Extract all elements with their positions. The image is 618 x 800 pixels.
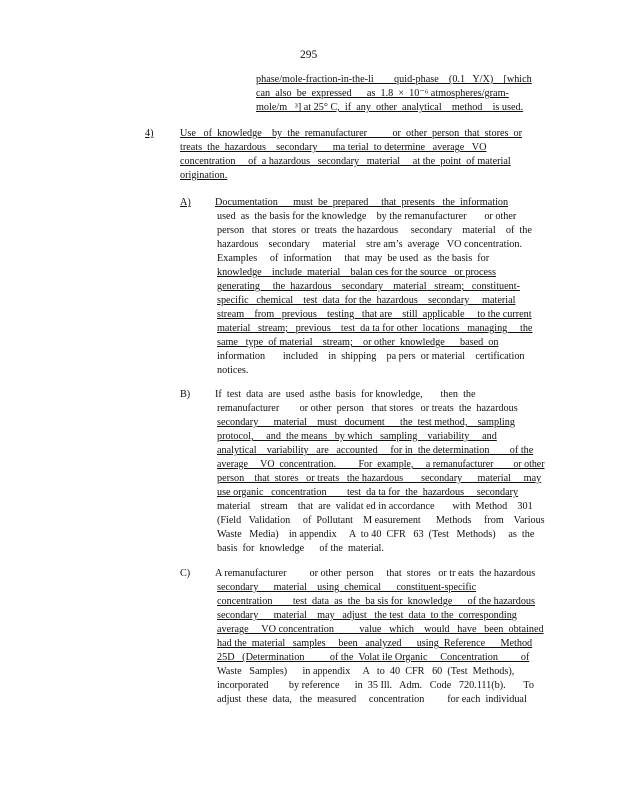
text-line: hazardous secondary material stre am’s average VO concentration. [217, 239, 523, 250]
text-line: If test data are used asthe basis for knowledge, then the [215, 389, 476, 400]
item-label: 4) [145, 128, 154, 139]
text-line: (Field Validation of Pollutant M easurement Methods from Various [217, 515, 545, 526]
text-line: remanufacturer or other person that stores or treats the hazardous [217, 403, 518, 414]
text-line: adjust these data, the measured concentration for each individual [217, 694, 527, 705]
text-line: generating the hazardous secondary material stream; constituent- [217, 281, 520, 292]
text-line: had the material samples been analyzed using Reference Method [217, 638, 533, 649]
page-number: 295 [300, 49, 318, 61]
text-line: Waste Media) in appendix A to 40 CFR 63 (Test Methods) as the [217, 529, 535, 540]
text-line: stream from previous testing that are still applicable to the current [217, 309, 532, 320]
text-line: basis for knowledge of the material. [217, 543, 384, 554]
text-line: origination. [180, 170, 228, 181]
text-line: material stream that are validat ed in accordance with Method 301 [217, 501, 533, 512]
text-line: used as the basis for the knowledge by the remanufacturer or other [217, 211, 517, 222]
text-line: person that stores or treats the hazardous secondary material of the [217, 225, 532, 236]
text-line: use organic concentration test da ta for the hazardous secondary [217, 487, 519, 498]
text-line: A remanufacturer or other person that stores or tr eats the hazardous [215, 568, 536, 579]
text-line: average VO concentration value which would have been obtained [217, 624, 544, 635]
text-line: Use of knowledge by the remanufacturer or other person that stores or [180, 128, 523, 139]
text-line: Examples of information that may be used as the basis for [217, 253, 490, 264]
text-line: 25D (Determination of the Volat ile Organic Concentration of [217, 652, 530, 663]
text-line: analytical variability are accounted for in the determination of the [217, 445, 534, 456]
text-line: protocol, and the means by which sampling variability and [217, 431, 497, 442]
text-line: Documentation must be prepared that presents the information [215, 197, 509, 208]
subitem-label: C) [180, 568, 191, 579]
text-line: information included in shipping pa pers or material certification [217, 351, 525, 362]
text-line: secondary material may adjust the test data to the corresponding [217, 610, 517, 621]
text-line: notices. [217, 365, 249, 376]
text-line: same type of material stream; or other knowledge based on [217, 337, 499, 348]
text-line: can also be expressed as 1.8 × 10⁻⁶ atmospheres/gram- [256, 88, 509, 99]
text-line: Waste Samples) in appendix A to 40 CFR 60 (Test Methods), [217, 666, 515, 677]
text-line: person that stores or treats the hazardous secondary material may [217, 473, 542, 484]
text-line: average VO concentration. For example, a remanufacturer or other [217, 459, 545, 470]
text-line: specific chemical test data for the hazardous secondary material [217, 295, 516, 306]
text-line: secondary material must document the test method, sampling [217, 417, 515, 428]
text-line: concentration test data as the ba sis for knowledge of the hazardous [217, 596, 535, 607]
text-line: mole/m ³] at 25° C, if any other analytical method is used. [256, 102, 524, 113]
subitem-label: A) [180, 197, 191, 208]
subitem-label: B) [180, 389, 191, 400]
text-line: secondary material using chemical constituent-specific [217, 582, 477, 593]
text-line: treats the hazardous secondary ma terial to determine average VO [180, 142, 487, 153]
text-line: phase/mole-fraction-in-the-li quid-phase (0.1 Y/X) [which [256, 74, 532, 85]
text-line: material stream; previous test da ta for other locations managing the [217, 323, 533, 334]
text-line: concentration of a hazardous secondary material at the point of material [180, 156, 511, 167]
text-line: incorporated by reference in 35 Ill. Adm. Code 720.111(b). To [217, 680, 534, 691]
text-line: knowledge include material balan ces for the source or process [217, 267, 496, 278]
